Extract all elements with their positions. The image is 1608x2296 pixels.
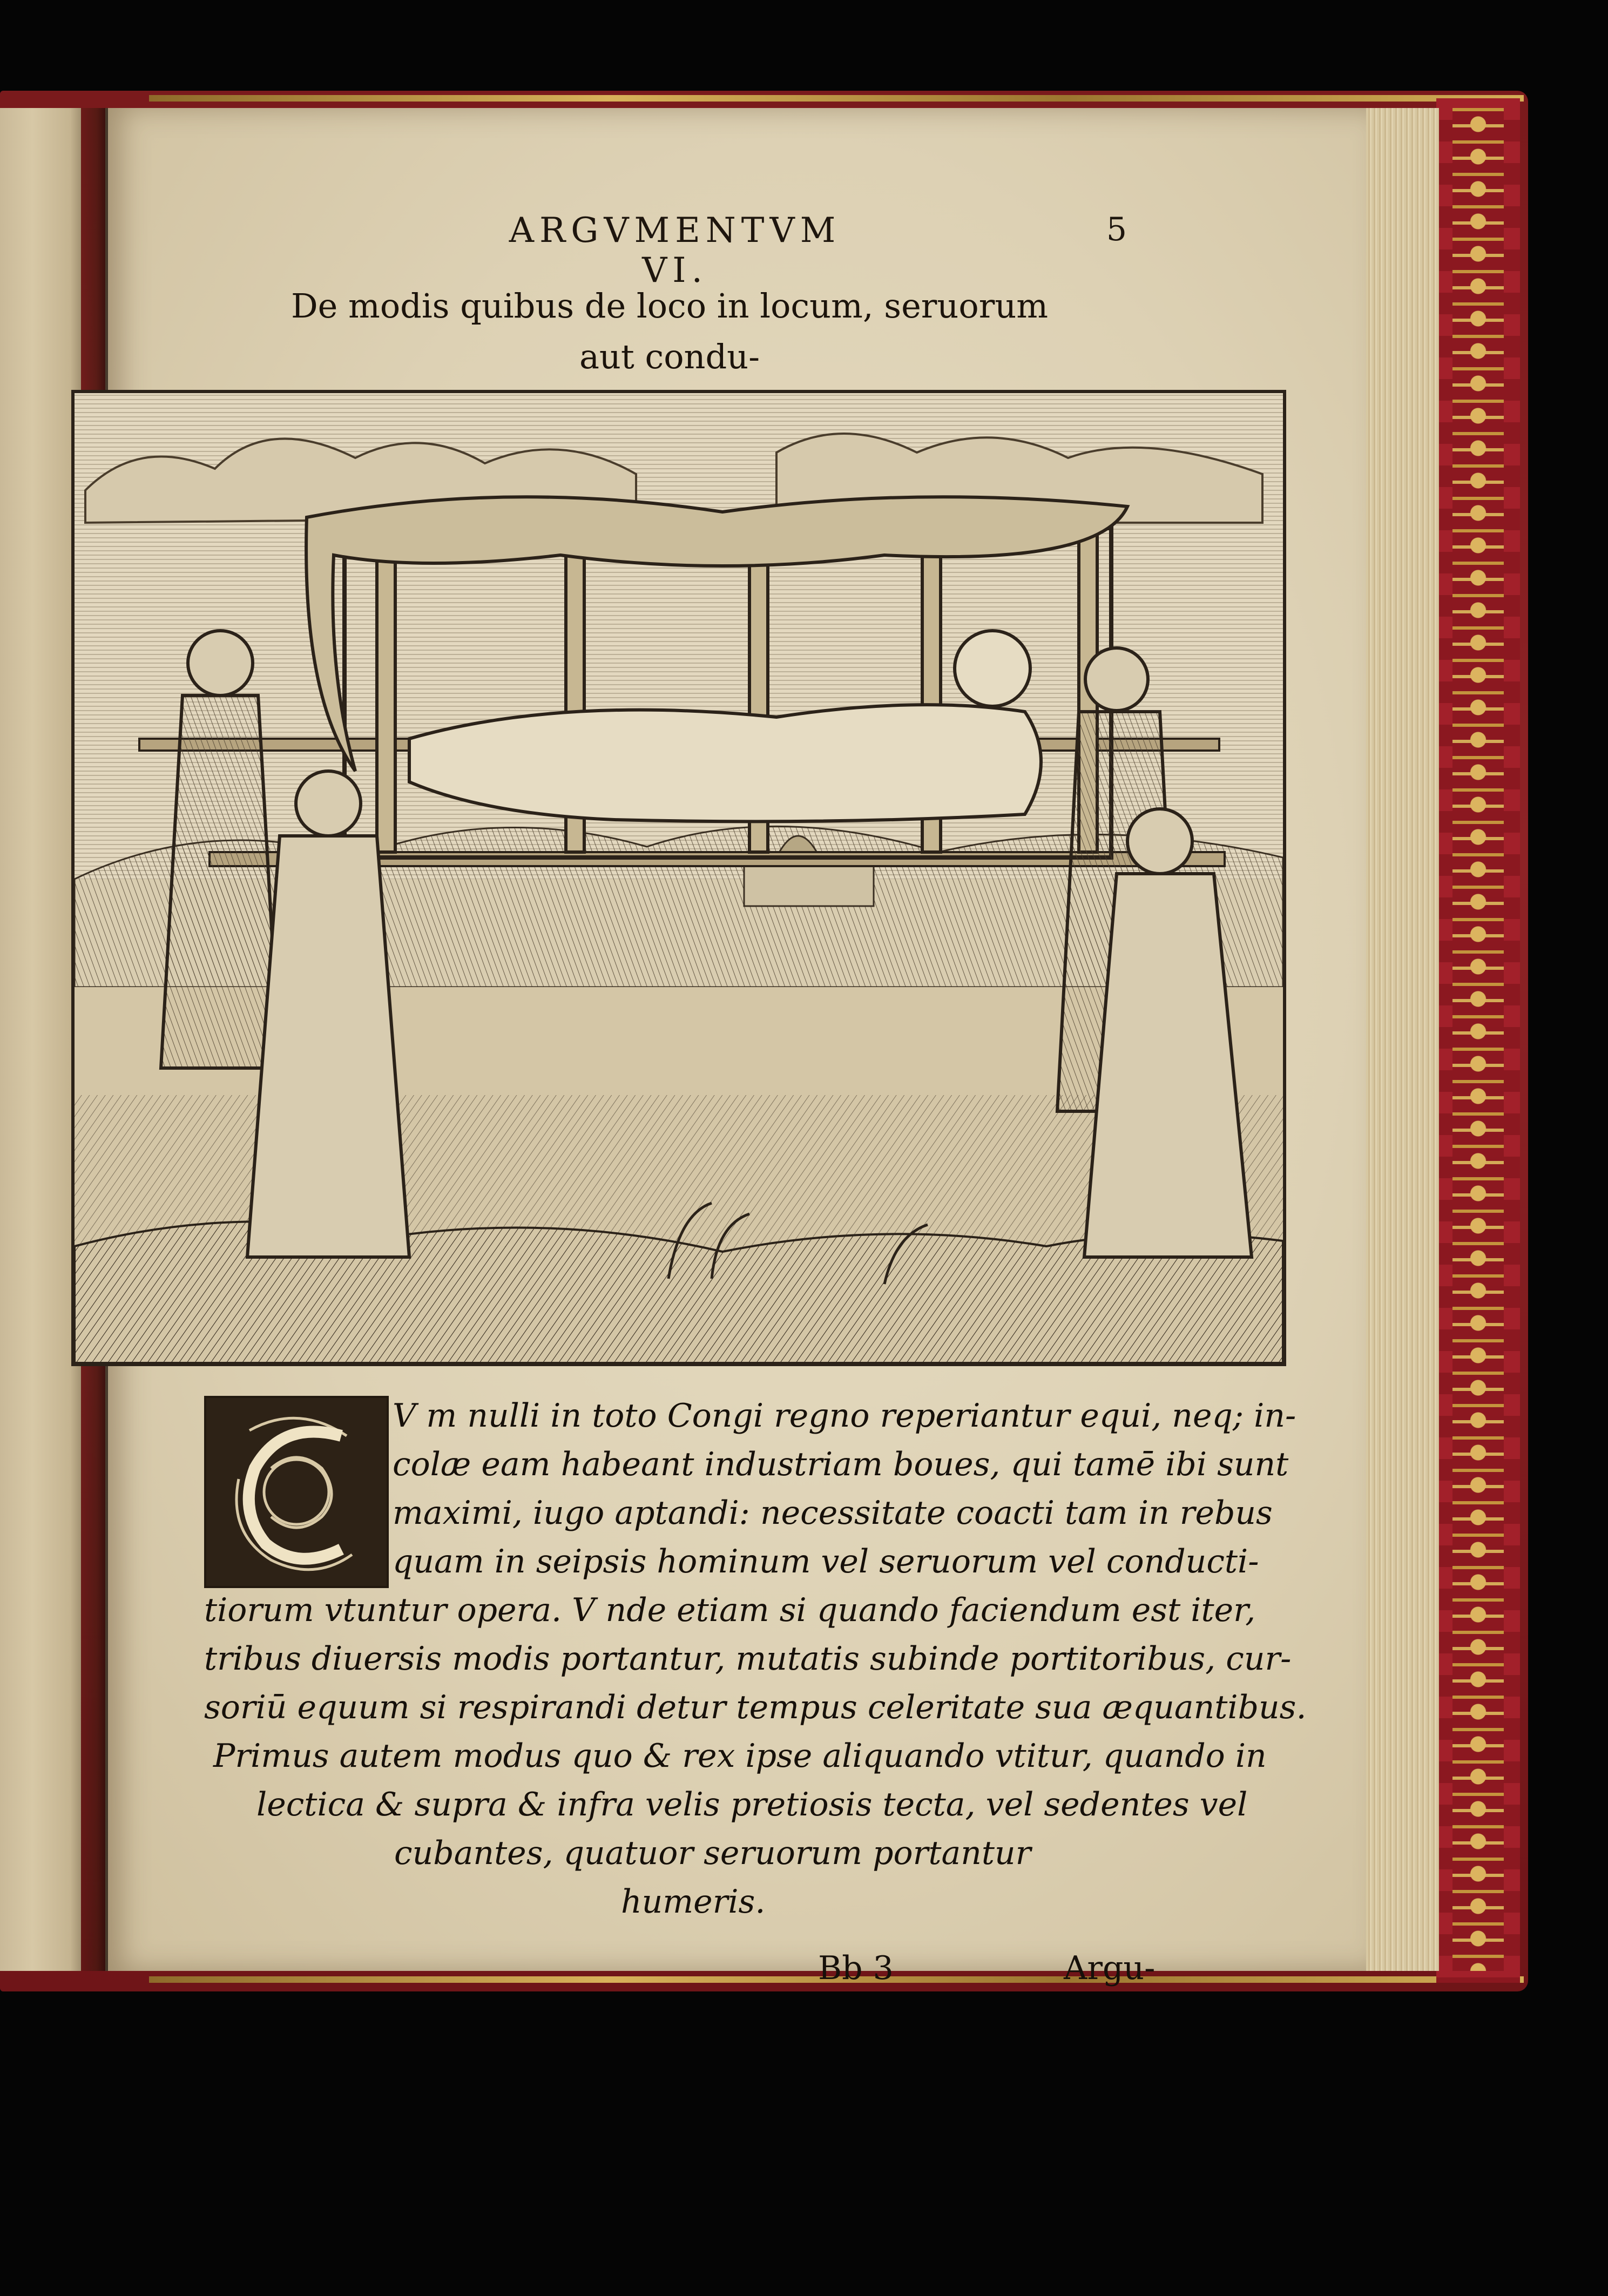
caption-line: De modis quibus de loco in locum, seruorum aut condu- <box>290 286 1049 376</box>
text-line: lectica & supra & infra velis pretiosis tecta, vel sedentes vel <box>256 1786 1248 1824</box>
text-line: tiorum vtuntur opera. V nde etiam si quando faciendum est iter, <box>204 1591 1256 1629</box>
engraving-illustration <box>75 393 1283 1363</box>
gilt-top-edge <box>149 95 1524 102</box>
text-line: maximi, iugo aptandi: necessitate coacti tam in rebus <box>393 1494 1273 1532</box>
text-line: cubantes, quatuor seruorum portantur <box>394 1834 1031 1872</box>
decorated-initial-c <box>204 1396 389 1588</box>
signature-mark: Bb 3 <box>818 1949 894 1987</box>
verso-page-edge <box>0 108 81 1971</box>
folio-mark: 5 <box>1106 211 1127 248</box>
text-line: humeris. <box>621 1883 766 1921</box>
text-line: V m nulli in toto Congi regno reperiantur equi, neq; in- <box>393 1397 1296 1435</box>
text-line: tribus diuersis modis portantur, mutatis subinde portitoribus, cur- <box>204 1640 1292 1678</box>
text-line: Primus autem modus quo & rex ipse aliquando vtitur, quando in <box>213 1737 1267 1775</box>
catchword: Argu- <box>1064 1949 1156 1987</box>
text-line: quam in seipsis hominum vel seruorum vel conducti- <box>393 1543 1259 1581</box>
text-line: colæ eam habeant industriam boues, qui tamē ibi sunt <box>393 1446 1289 1483</box>
gilt-spine-ornament <box>1452 108 1504 1971</box>
plate-caption <box>262 281 1077 389</box>
running-head: ARGVMENTVM VI. <box>509 211 841 291</box>
text-line: soriū equum si respirandi detur tempus celeritate sua æquantibus. <box>204 1689 1307 1726</box>
engraving-plate <box>71 390 1286 1366</box>
page-block-fore-edge <box>1366 108 1439 1971</box>
